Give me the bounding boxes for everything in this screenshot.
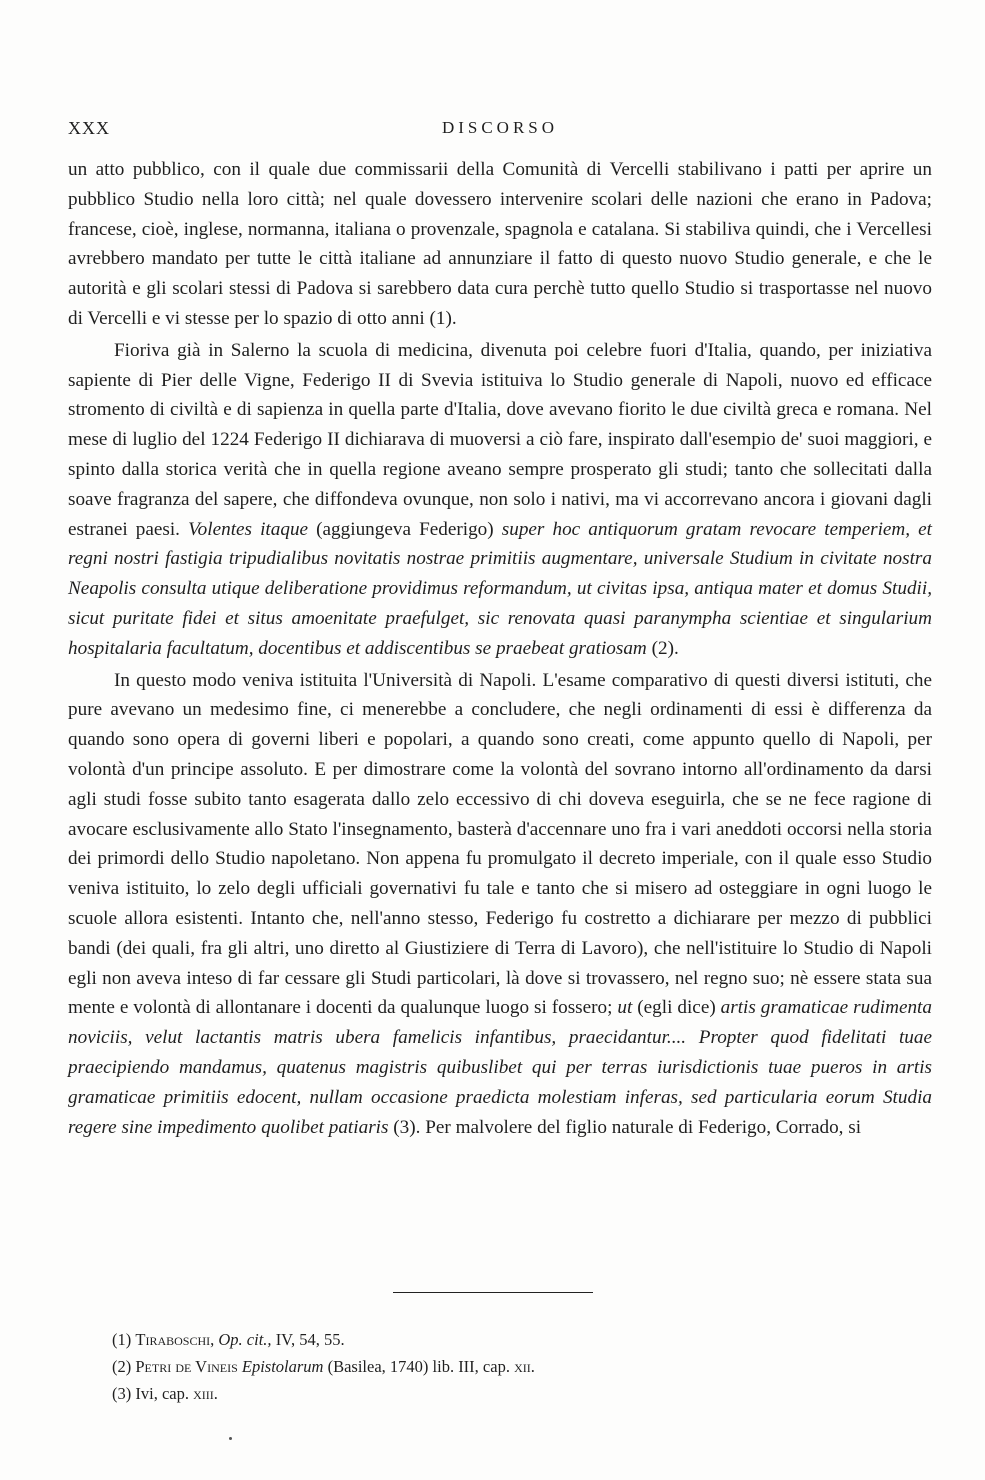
text-segment: un atto pubblico, con il quale due commissarii della Comunità di Vercelli stabilivano i patti per aprire un pubblico Studio nella loro città; nel quale dovessero intervenire scolari delle nazioni che erano in Padova; francese, cioè, inglese, normanna, italiana o provenzale, spagnola e catalana. Si stabiliva quindi, che i Vercellesi avrebbero mandato per tutte le città italiane ad annunziare il fatto di questo nuovo Studio generale, e che le autorità e gli scolari stessi di Padova si sarebbero data cura perchè tutto quello Studio si trasportasse nel nuovo di Vercelli e vi stesse per lo spazio di otto anni (1).	[68, 159, 932, 329]
footnote-work: Op. cit.,	[218, 1330, 272, 1349]
footnote-marker: (1)	[112, 1330, 132, 1349]
running-head: DISCORSO	[441, 118, 559, 137]
footnotes	[112, 1326, 912, 1407]
paragraph-1	[68, 155, 932, 334]
latin-quotation: artis gramaticae rudimenta noviciis, velut lactantis matris ubera famelicis infantibus, praecidantur.... Propter quod fidelitati tuae praecipiendo mandamus, quatenus magistris quibuslibet qui per terras iurisdictionis tuae pueros in artis gramaticae primitiis edocent, nullam occasione praedicta molestiam inferas, sed particularia eorum Studia regere sine impedimento quolibet patiaris	[68, 997, 932, 1138]
footnote-author: Tiraboschi,	[135, 1330, 215, 1349]
footnote-ref: (Basilea, 1740) lib. III, cap.	[327, 1357, 510, 1376]
footnote-author: Petri de Vineis	[135, 1357, 238, 1376]
footnote-cap: xii.	[514, 1357, 535, 1376]
footnote-marker: (2)	[112, 1357, 132, 1376]
footnote-cap: xiii.	[193, 1384, 218, 1403]
footnote-ref: Ivi, cap.	[135, 1384, 189, 1403]
footnote-2	[112, 1353, 912, 1380]
text-segment: Fioriva già in Salerno la scuola di medicina, divenuta poi celebre fuori d'Italia, quando, per iniziativa sapiente di Pier delle Vigne, Federigo II di Svevia istituiva lo Studio generale di Napoli, nuovo ed efficace stromento di civiltà e di sapienza in quella parte d'Italia, dove avevano fiorito le due civiltà greca e romana. Nel mese di luglio del 1224 Federigo II dichiarava di muoversi a ciò fare, inspirato dall'esempio de' suoi maggiori, e spinto dalla storica verità che in quella regione aveano sempre prosperato gli studi; tanto che sollecitati dalla soave fragranza del sapere, che diffondeva ovunque, non solo i nativi, ma vi accorrevano ancora i giovani dagli estranei paesi.	[68, 339, 932, 540]
footnote-ref: IV, 54, 55.	[275, 1330, 345, 1349]
text-segment: (2).	[646, 637, 679, 659]
footnote-work: Epistolarum	[241, 1357, 324, 1376]
paragraph-3	[68, 666, 932, 1143]
footnote-1	[112, 1326, 912, 1353]
footnote-marker: (3)	[112, 1384, 132, 1403]
text-segment: (aggiungeva Federigo)	[308, 518, 502, 540]
text-segment: In questo modo veniva istituita l'Università di Napoli. L'esame comparativo di questi diversi istituti, che pure avevano un medesimo fine, ci menerebbe a concludere, che negli ordinamenti di essi è differenza da quando sono opera di governi liberi e popolari, a quando sono creati, come appunto quello di Napoli, per volontà d'un principe assoluto. E per dimostrare come la volontà del sovrano intorno all'ordinamento da darsi agli studi fosse subito tanto esagerata dallo zelo eccessivo di chi doveva eseguirla, che se ne fece ragione di avocare esclusivamente allo Stato l'insegnamento, basterà d'accennare uno fra i vari aneddoti occorsi nella storia dei primordi dello Studio napoletano. Non appena fu promulgato il decreto imperiale, con il quale esso Studio veniva istituito, lo zelo degli ufficiali governativi fu tale e tanto che si misero ad osteggiare in ogni luogo le scuole allora esistenti. Intanto che, nell'anno stesso, Federigo fu costretto a dichiarare per mezzo di pubblici bandi (dei quali, fra gli altri, uno diretto al Giustiziere di Terra di Lavoro), che nell'istituire lo Studio di Napoli egli non aveva inteso di far cessare gli Studi particolari, là dove si trovassero, nel regno suo; nè essere stata sua mente e volontà di allontanare i docenti da qualunque luogo si fossero;	[68, 669, 932, 1019]
latin-quotation: super hoc antiquorum gratam revocare temperiem, et regni nostri fastigia tripudialibus novitatis nostrae primitiis augmentare, universale Studium in civitate nostra Neapolis consulta utique deliberatione providimus reformandum, ut civitas ipsa, antiqua mater et domus Studii, sicut puritate fidei et situs amoenitate praefulget, sic renovata quasi paranympha scientiae et singularium hospitalaria facultatum, docentibus et addiscentibus se praebeat gratiosam	[68, 518, 933, 659]
paragraph-2	[68, 336, 932, 664]
page-header	[68, 118, 932, 142]
footnote-divider	[393, 1292, 593, 1293]
body-text	[68, 155, 932, 1142]
page-number: XXX	[68, 118, 110, 138]
latin-quotation: ut	[617, 997, 633, 1019]
ink-speck	[229, 1437, 232, 1440]
text-segment: (egli dice)	[632, 997, 721, 1019]
text-segment: (3). Per malvolere del figlio naturale di Federigo, Corrado, si	[388, 1116, 862, 1138]
latin-quotation: Volentes itaque	[188, 518, 309, 540]
footnote-3	[112, 1380, 912, 1407]
